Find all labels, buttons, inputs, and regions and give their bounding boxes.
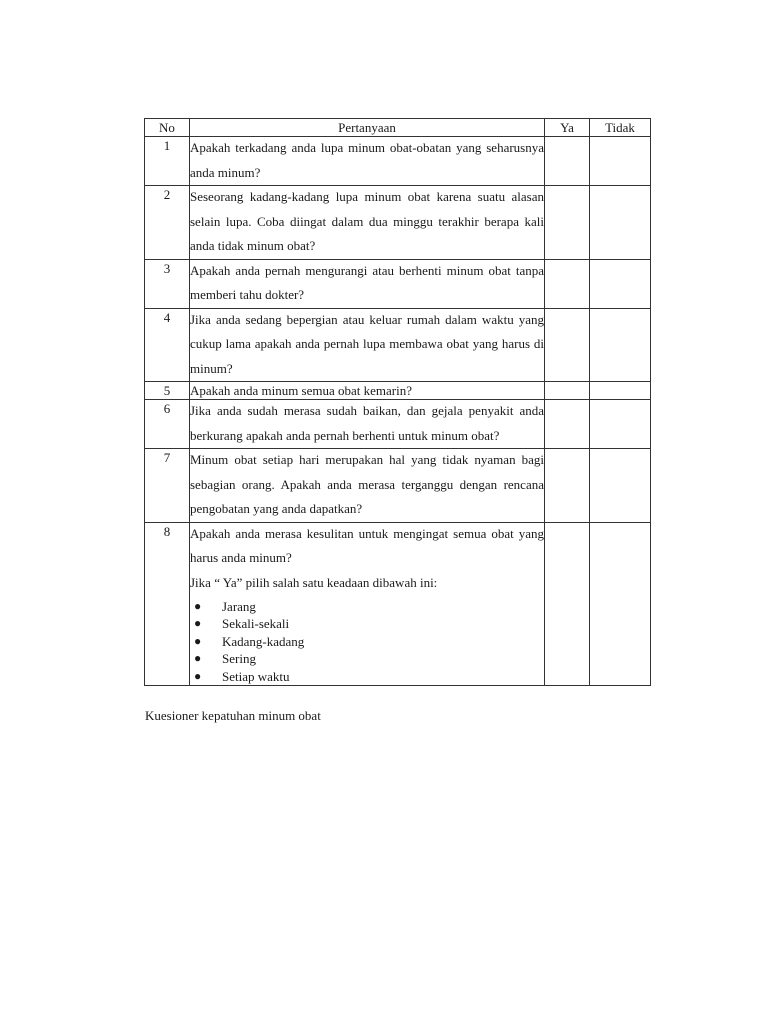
sub-instruction: Jika “ Ya” pilih salah satu keadaan dibawah ini: xyxy=(190,574,438,590)
header-question: Pertanyaan xyxy=(190,119,545,137)
no-answer-cell[interactable] xyxy=(590,186,651,260)
option-item xyxy=(194,650,544,668)
table-row xyxy=(145,308,651,382)
header-no: No xyxy=(145,119,190,137)
header-yes: Ya xyxy=(545,119,590,137)
options-list xyxy=(190,598,544,686)
table-row xyxy=(145,186,651,260)
option-item xyxy=(194,633,544,651)
option-item xyxy=(194,668,544,686)
option-label: Jarang xyxy=(222,598,256,614)
bullet-icon: ● xyxy=(194,598,202,613)
no-answer-cell[interactable] xyxy=(590,382,651,400)
table-caption: Kuesioner kepatuhan minum obat xyxy=(145,708,321,723)
question-cell xyxy=(190,522,545,686)
option-item xyxy=(194,598,544,616)
question-text: Jika anda sedang bepergian atau keluar rumah dalam waktu yang cukup lama apakah anda pernah lupa membawa obat yang harus di minum? xyxy=(190,311,544,376)
question-cell xyxy=(190,308,545,382)
question-cell xyxy=(190,186,545,260)
yes-answer-cell[interactable] xyxy=(545,259,590,308)
yes-answer-cell[interactable] xyxy=(545,400,590,449)
question-cell xyxy=(190,382,545,400)
row-number: 3 xyxy=(145,259,190,308)
no-answer-cell[interactable] xyxy=(590,137,651,186)
bullet-icon: ● xyxy=(194,616,202,630)
table-row xyxy=(145,137,651,186)
row-number: 7 xyxy=(145,449,190,523)
row-number: 2 xyxy=(145,186,190,260)
row-number: 4 xyxy=(145,308,190,382)
yes-answer-cell[interactable] xyxy=(545,449,590,523)
yes-answer-cell[interactable] xyxy=(545,308,590,382)
question-text: Apakah anda minum semua obat kemarin? xyxy=(190,383,413,398)
question-cell xyxy=(190,400,545,449)
table-header-row xyxy=(145,119,651,137)
table-row xyxy=(145,259,651,308)
question-text: Seseorang kadang-kadang lupa minum obat karena suatu alasan selain lupa. Coba diingat dalam dua minggu terakhir berapa kali anda tidak minum obat? xyxy=(190,189,544,253)
option-label: Setiap waktu xyxy=(222,668,290,684)
option-label: Sekali-sekali xyxy=(222,616,290,631)
yes-answer-cell[interactable] xyxy=(545,382,590,400)
option-item xyxy=(194,615,544,633)
option-label: Sering xyxy=(222,651,256,666)
question-text: Apakah terkadang anda lupa minum obat-obatan yang seharusnya anda minum? xyxy=(190,140,544,180)
question-text: Minum obat setiap hari merupakan hal yang tidak nyaman bagi sebagian orang. Apakah anda merasa terganggu dengan rencana pengobatan yang anda dapatkan? xyxy=(190,452,544,516)
no-answer-cell[interactable] xyxy=(590,259,651,308)
bullet-icon: ● xyxy=(194,633,202,648)
table-row xyxy=(145,400,651,449)
question-text: Apakah anda merasa kesulitan untuk mengingat semua obat yang harus anda minum? xyxy=(190,525,544,565)
question-text: Apakah anda pernah mengurangi atau berhenti minum obat tanpa memberi tahu dokter? xyxy=(190,262,544,302)
question-cell xyxy=(190,259,545,308)
row-number: 8 xyxy=(145,522,190,686)
no-answer-cell[interactable] xyxy=(590,308,651,382)
option-label: Kadang-kadang xyxy=(222,633,305,649)
yes-answer-cell[interactable] xyxy=(545,186,590,260)
question-text: Jika anda sudah merasa sudah baikan, dan gejala penyakit anda berkurang apakah anda pernah berhenti untuk minum obat? xyxy=(190,403,544,443)
row-number: 5 xyxy=(145,382,190,400)
bullet-icon: ● xyxy=(194,668,202,683)
row-number: 6 xyxy=(145,400,190,449)
questionnaire-table xyxy=(144,118,651,686)
header-no-answer: Tidak xyxy=(590,119,651,137)
table-row xyxy=(145,382,651,400)
table-row xyxy=(145,522,651,686)
yes-answer-cell[interactable] xyxy=(545,522,590,686)
no-answer-cell[interactable] xyxy=(590,522,651,686)
question-cell xyxy=(190,449,545,523)
bullet-icon: ● xyxy=(194,651,202,665)
table-row xyxy=(145,449,651,523)
row-number: 1 xyxy=(145,137,190,186)
no-answer-cell[interactable] xyxy=(590,449,651,523)
question-cell xyxy=(190,137,545,186)
yes-answer-cell[interactable] xyxy=(545,137,590,186)
no-answer-cell[interactable] xyxy=(590,400,651,449)
